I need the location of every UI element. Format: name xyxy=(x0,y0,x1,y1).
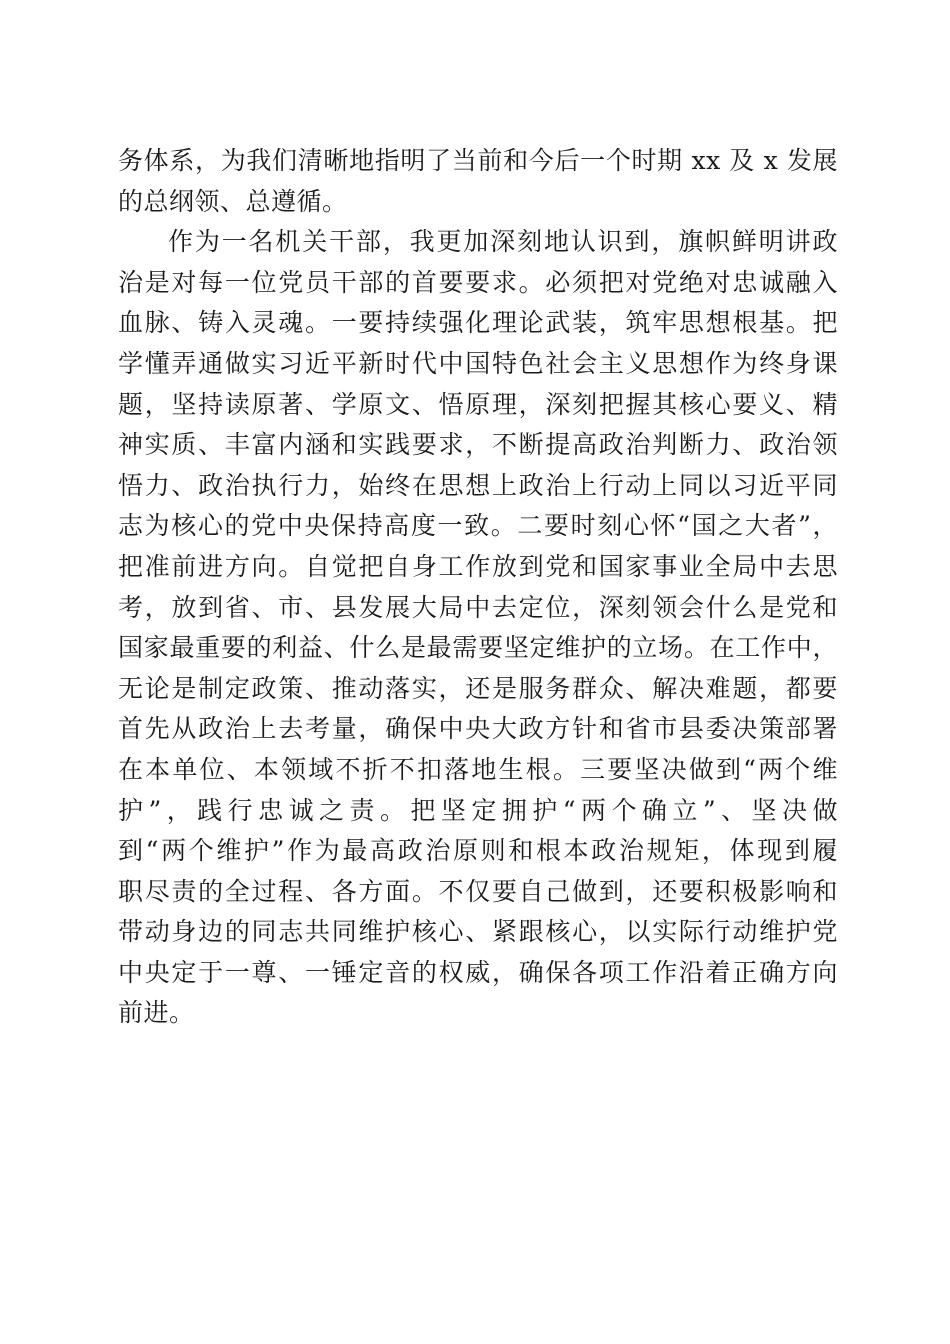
text-line: 的总纲领、总遵循。 xyxy=(118,186,348,216)
text-line: 前进。 xyxy=(118,998,195,1028)
text-line: 血脉、铸入灵魂。一要持续强化理论武装，筑牢思想根基。把 xyxy=(118,308,838,338)
text-line: 志为核心的党中央保持高度一致。二要时刻心怀“国之大者”， xyxy=(118,511,838,541)
text-line: 职尽责的全过程、各方面。不仅要自己做到，还要积极影响和 xyxy=(118,876,838,906)
text-line: 作为一名机关干部，我更加深刻地认识到，旗帜鲜明讲政 xyxy=(168,227,838,257)
text-line: 护”，践行忠诚之责。把坚定拥护“两个确立”、坚决做 xyxy=(118,795,838,825)
text-line: 把准前进方向。自觉把自身工作放到党和国家事业全局中去思 xyxy=(118,551,838,581)
paragraph-1 xyxy=(118,141,838,222)
text-line: 治是对每一位党员干部的首要要求。必须把对党绝对忠诚融入 xyxy=(118,267,838,297)
text-line: 悟力、政治执行力，始终在思想上政治上行动上同以习近平同 xyxy=(118,470,838,500)
document-body xyxy=(118,141,838,1034)
text-line: 无论是制定政策、推动落实，还是服务群众、解决难题，都要 xyxy=(118,673,838,703)
text-line: 题，坚持读原著、学原文、悟原理，深刻把握其核心要义、精 xyxy=(118,389,838,419)
text-line: 学懂弄通做实习近平新时代中国特色社会主义思想作为终身课 xyxy=(118,348,838,378)
text-line: 神实质、丰富内涵和实践要求，不断提高政治判断力、政治领 xyxy=(118,430,838,460)
text-line: 在本单位、本领域不折不扣落地生根。三要坚决做到“两个维 xyxy=(118,754,838,784)
text-line: 首先从政治上去考量，确保中央大政方针和省市县委决策部署 xyxy=(118,714,838,744)
text-line: 务体系，为我们清晰地指明了当前和今后一个时期 xx 及 x 发展 xyxy=(118,146,838,175)
text-line: 中央定于一尊、一锤定音的权威，确保各项工作沿着正确方向 xyxy=(118,957,838,987)
text-line: 国家最重要的利益、什么是最需要坚定维护的立场。在工作中， xyxy=(118,633,838,663)
text-line: 到“两个维护”作为最高政治原则和根本政治规矩，体现到履 xyxy=(118,836,838,866)
text-line: 带动身边的同志共同维护核心、紧跟核心，以实际行动维护党 xyxy=(118,917,838,947)
text-line: 考，放到省、市、县发展大局中去定位，深刻领会什么是党和 xyxy=(118,592,838,622)
paragraph-2 xyxy=(118,222,838,1034)
